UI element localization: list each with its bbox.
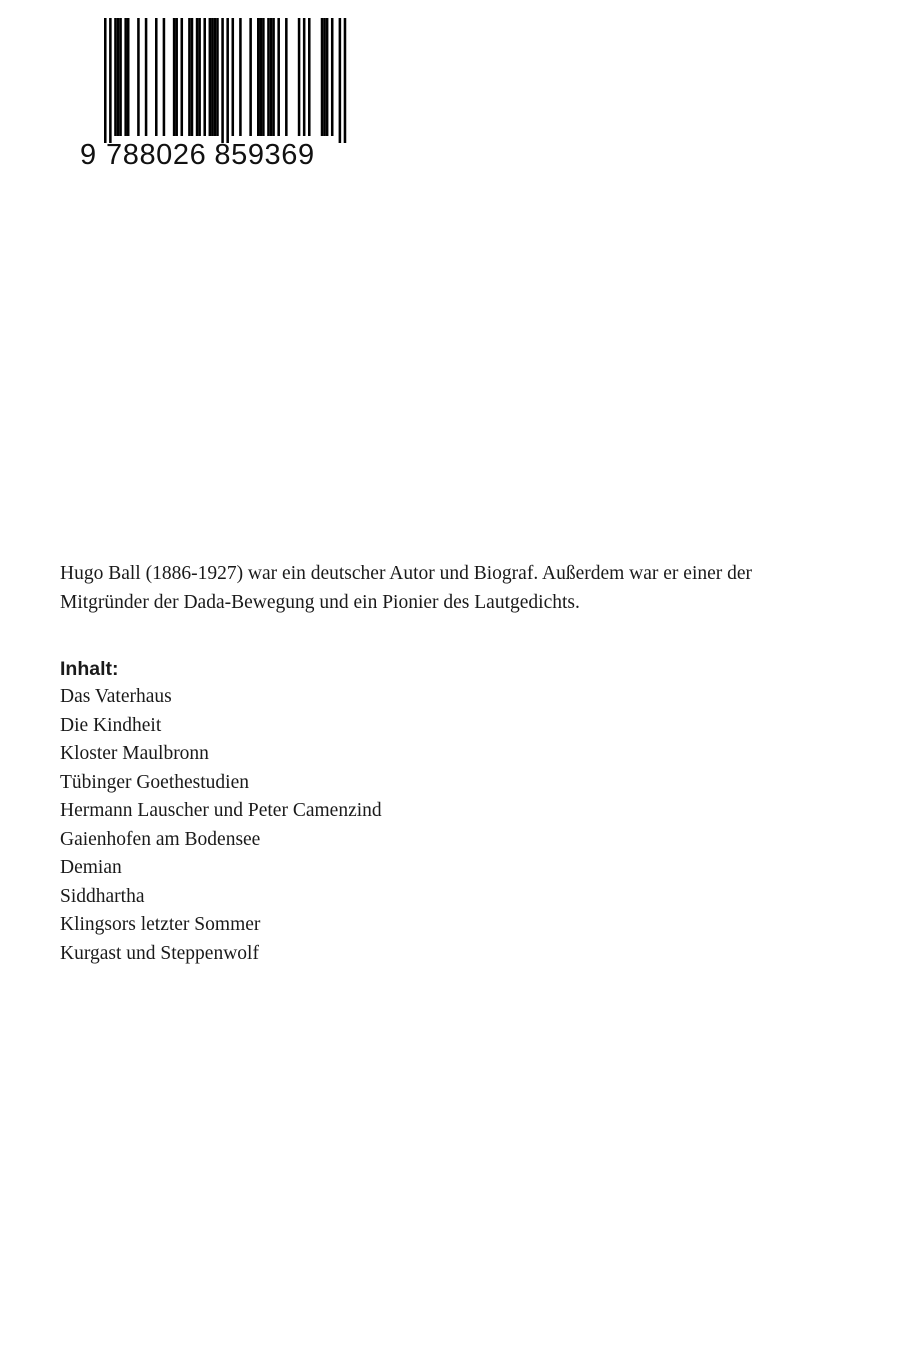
isbn-group-1: 788026 (106, 139, 207, 171)
contents-item: Hermann Lauscher und Peter Camenzind (60, 800, 382, 821)
contents-item: Siddhartha (60, 885, 145, 907)
author-bio-line-2: Mitgründer der Dada-Bewegung und ein Pionier des Lautgedichts. (60, 591, 580, 613)
barcode-bar (339, 18, 342, 143)
author-bio-line-1: Hugo Ball (1886-1927) war ein deutscher Autor und Biograf. Außerdem war er einer der (60, 563, 753, 584)
barcode-bar (344, 18, 347, 143)
barcode-bar (331, 18, 334, 136)
barcode-bar (321, 18, 324, 136)
barcode-bar (181, 18, 184, 136)
barcode-bar (196, 18, 199, 136)
author-bio (60, 560, 860, 617)
barcode-bar (326, 18, 329, 136)
barcode-bar (155, 18, 158, 136)
contents-item: Klingsors letzter Sommer (60, 914, 261, 935)
isbn-lead-digit: 9 (80, 139, 97, 171)
barcode-bar (137, 18, 140, 136)
barcode-bar (173, 18, 176, 136)
barcode-bar (260, 18, 263, 136)
contents-item: Kloster Maulbronn (60, 743, 209, 764)
barcode-bar (216, 18, 219, 136)
barcode-bar (124, 18, 127, 136)
contents-item: Kurgast und Steppenwolf (60, 942, 259, 964)
barcode-bar (203, 18, 206, 136)
barcode-bar (145, 18, 148, 136)
contents-item: Tübinger Goethestudien (60, 771, 249, 793)
barcode-bar (272, 18, 275, 136)
barcode-bar (114, 18, 117, 136)
barcode-bar (109, 18, 112, 143)
barcode-bar (257, 18, 260, 136)
barcode-bar (239, 18, 242, 136)
contents-item: Das Vaterhaus (60, 686, 172, 707)
barcode-bar (249, 18, 252, 136)
barcode-bar (211, 18, 214, 136)
contents-item: Die Kindheit (60, 714, 162, 736)
back-cover-text (60, 560, 860, 968)
barcode-bar (209, 18, 212, 136)
barcode-bar (308, 18, 311, 136)
barcode-bar (117, 18, 120, 136)
isbn-group-2: 859369 (214, 139, 315, 171)
barcode-bar (198, 18, 201, 136)
barcode-bar (119, 18, 122, 136)
barcode-bar (104, 18, 107, 143)
barcode-bar (285, 18, 288, 136)
barcode-bar (226, 18, 229, 143)
barcode-bar (262, 18, 265, 136)
barcode-bar (127, 18, 130, 136)
contents-list (60, 683, 860, 968)
barcode-bars (80, 18, 350, 143)
contents-heading: Inhalt: (60, 658, 119, 680)
barcode-bar (191, 18, 194, 136)
barcode-bar (188, 18, 191, 136)
contents-item: Gaienhofen am Bodensee (60, 828, 261, 850)
barcode-bar (298, 18, 301, 136)
barcode-bar (267, 18, 270, 136)
barcode-bar (175, 18, 178, 136)
barcode-bar (232, 18, 235, 136)
barcode-bar (277, 18, 280, 136)
isbn-number (80, 138, 350, 172)
barcode-bar (303, 18, 306, 136)
contents-item: Demian (60, 857, 122, 878)
barcode-bar (323, 18, 326, 136)
barcode-bar (214, 18, 217, 136)
barcode-bar (270, 18, 273, 136)
barcode-bar (163, 18, 166, 136)
barcode-bar (221, 18, 224, 143)
